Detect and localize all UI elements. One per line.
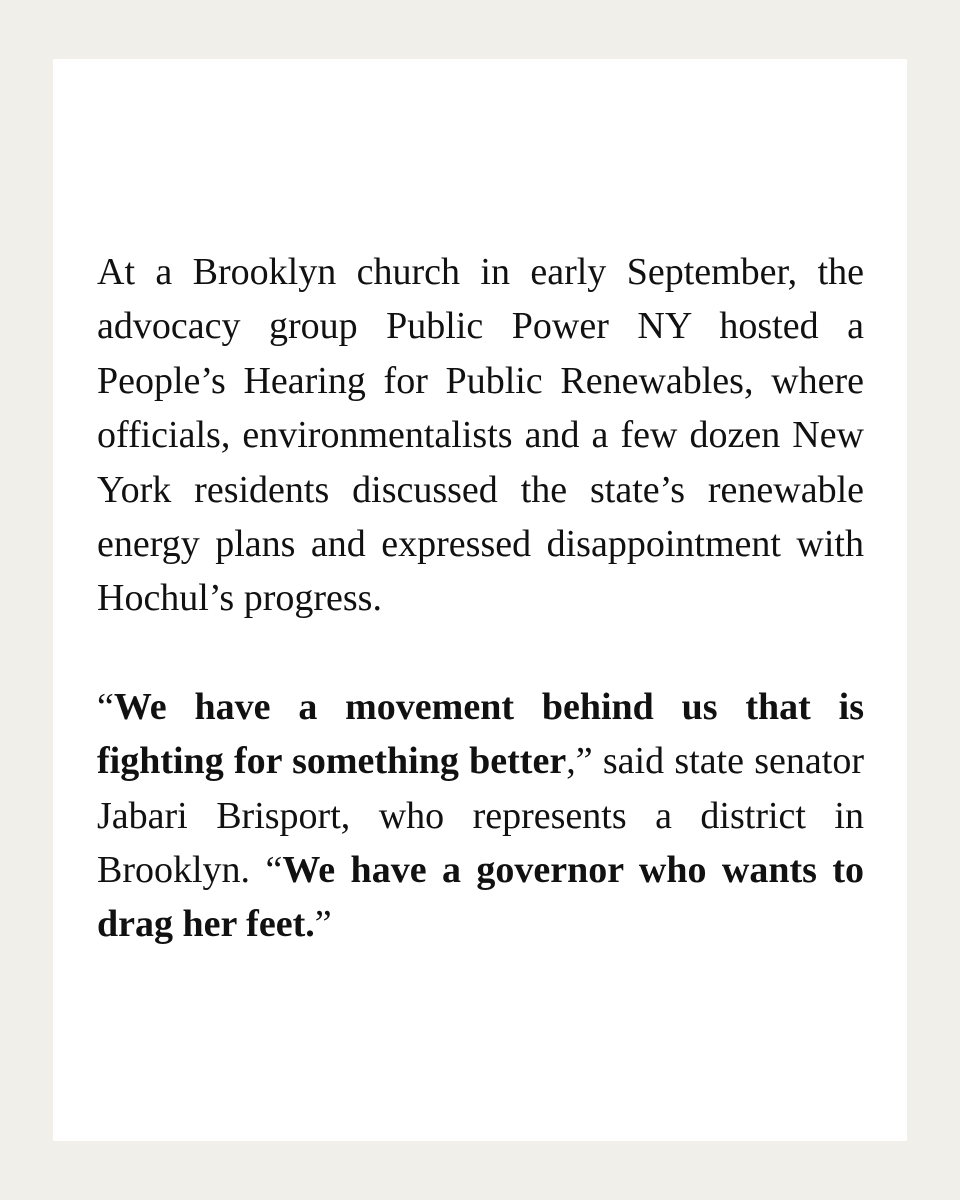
paragraph-quote bbox=[97, 680, 864, 952]
close-quote: ” bbox=[314, 903, 332, 946]
quote-card bbox=[53, 59, 907, 1141]
quote-attribution: ,” said state senator Jabari Brisport, who represents a district in Brooklyn. “ bbox=[97, 740, 864, 892]
article-excerpt bbox=[97, 245, 864, 952]
bold-quote-movement: We have a movement behind us that is fighting for something better bbox=[97, 685, 864, 783]
open-quote: “ bbox=[97, 685, 114, 728]
paragraph-intro: At a Brooklyn church in early September, the advocacy group Public Power NY hosted a People’s Hearing for Public Renewables, where officials, environmentalists and a few dozen New York residents discussed the state’s renewable energy plans and expressed disappointment with Hochul’s progress. bbox=[97, 251, 864, 620]
bold-quote-governor: We have a governor who wants to drag her feet. bbox=[97, 849, 864, 946]
